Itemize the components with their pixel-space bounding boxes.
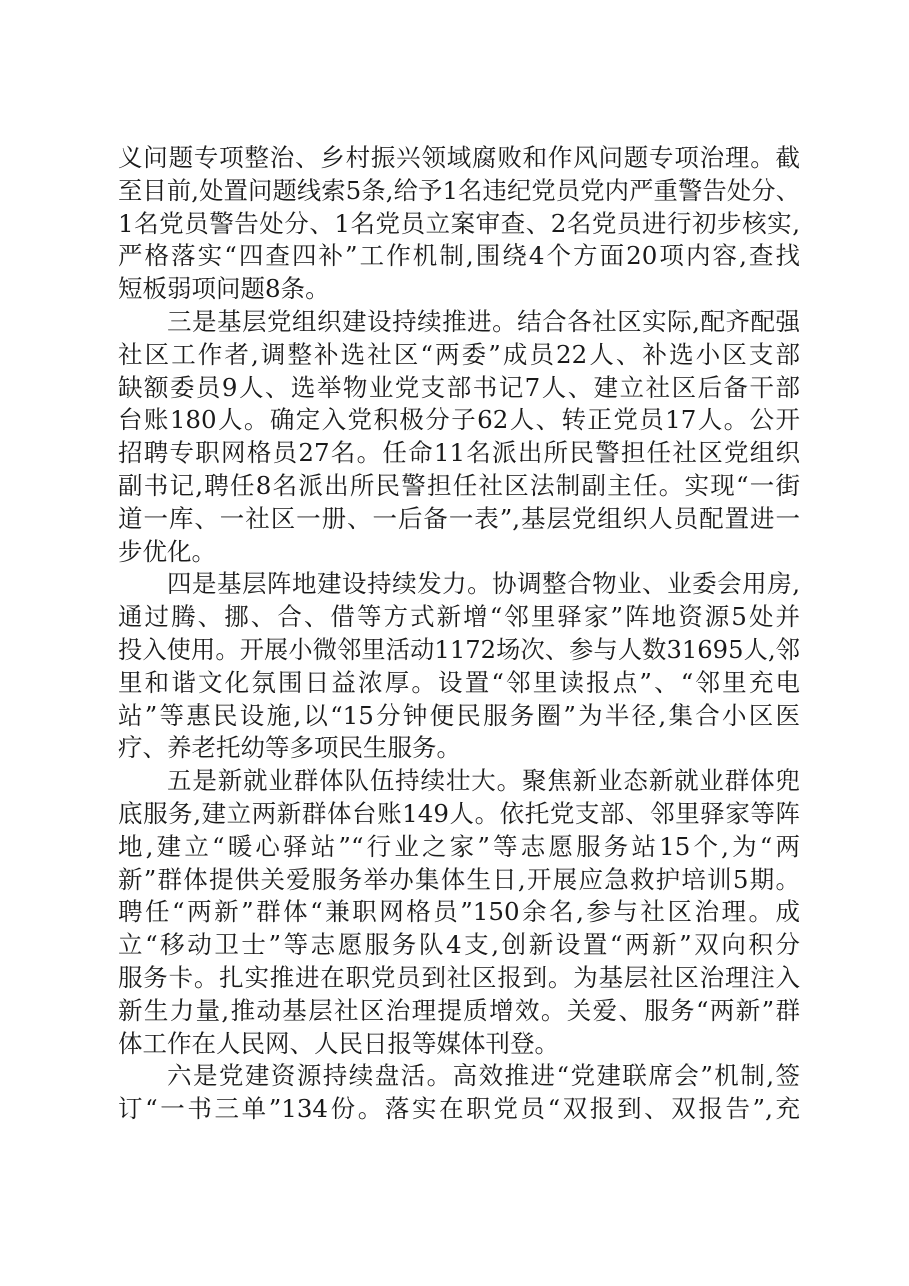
paragraph-heading-line: 五是新就业群体队伍持续壮大。聚焦新业态新就业群体兜 bbox=[167, 766, 800, 796]
text-line: 至目前,处置问题线索5条,给予1名违纪党员党内严重警告处分、 bbox=[118, 175, 800, 205]
text-line: 招聘专职网格员27名。任命11名派出所民警担任社区党组织 bbox=[118, 438, 800, 468]
paragraph-heading-line: 六是党建资源持续盘活。高效推进“党建联席会”机制,签 bbox=[167, 1061, 800, 1091]
paragraph-end-line: 短板弱项问题8条。 bbox=[118, 274, 330, 304]
paragraph-end-line: 体工作在人民网、人民日报等媒体刊登。 bbox=[118, 1028, 559, 1058]
text-line: 聘任“两新”群体“兼职网格员”150余名,参与社区治理。成 bbox=[118, 897, 800, 927]
text-line: 通过腾、挪、合、借等方式新增“邻里驿家”阵地资源5处并 bbox=[118, 602, 800, 632]
text-line: 站”等惠民设施,以“15分钟便民服务圈”为半径,集合小区医 bbox=[118, 700, 800, 730]
text-line: 地,建立“暖心驿站”“行业之家”等志愿服务站15个,为“两 bbox=[118, 831, 800, 861]
text-line: 底服务,建立两新群体台账149人。依托党支部、邻里驿家等阵 bbox=[118, 798, 800, 828]
text-line: 立“移动卫士”等志愿服务队4支,创新设置“两新”双向积分 bbox=[118, 930, 800, 960]
paragraph-end-line: 疗、养老托幼等多项民生服务。 bbox=[118, 733, 461, 763]
paragraph-heading-line: 三是基层党组织建设持续推进。结合各社区实际,配齐配强 bbox=[167, 306, 800, 336]
text-line: 新生力量,推动基层社区治理提质增效。关爱、服务“两新”群 bbox=[118, 995, 800, 1025]
text-line: 1名党员警告处分、1名党员立案审查、2名党员进行初步核实, bbox=[118, 208, 800, 238]
document-body bbox=[118, 142, 800, 1126]
text-line: 严格落实“四查四补”工作机制,围绕4个方面20项内容,查找 bbox=[118, 241, 800, 271]
paragraph-heading-line: 四是基层阵地建设持续发力。协调整合物业、业委会用房, bbox=[167, 569, 800, 599]
text-line: 投入使用。开展小微邻里活动1172场次、参与人数31695人,邻 bbox=[118, 635, 800, 664]
text-line: 缺额委员9人、选举物业党支部书记7人、建立社区后备干部 bbox=[118, 372, 800, 402]
text-line: 订“一书三单”134份。落实在职党员“双报到、双报告”,充 bbox=[118, 1094, 800, 1124]
text-line: 副书记,聘任8名派出所民警担任社区法制副主任。实现“一街 bbox=[118, 470, 800, 500]
paragraph-end-line: 步优化。 bbox=[118, 536, 216, 566]
text-line: 服务卡。扎实推进在职党员到社区报到。为基层社区治理注入 bbox=[118, 962, 800, 992]
text-line: 新”群体提供关爱服务举办集体生日,开展应急救护培训5期。 bbox=[118, 864, 800, 894]
text-line: 道一库、一社区一册、一后备一表”,基层党组织人员配置进一 bbox=[118, 503, 800, 533]
text-line: 义问题专项整治、乡村振兴领域腐败和作风问题专项治理。截 bbox=[118, 143, 800, 172]
text-line: 社区工作者,调整补选社区“两委”成员22人、补选小区支部 bbox=[118, 339, 800, 369]
text-line: 台账180人。确定入党积极分子62人、转正党员17人。公开 bbox=[118, 405, 800, 435]
text-line: 里和谐文化氛围日益浓厚。设置“邻里读报点”、“邻里充电 bbox=[118, 667, 800, 697]
